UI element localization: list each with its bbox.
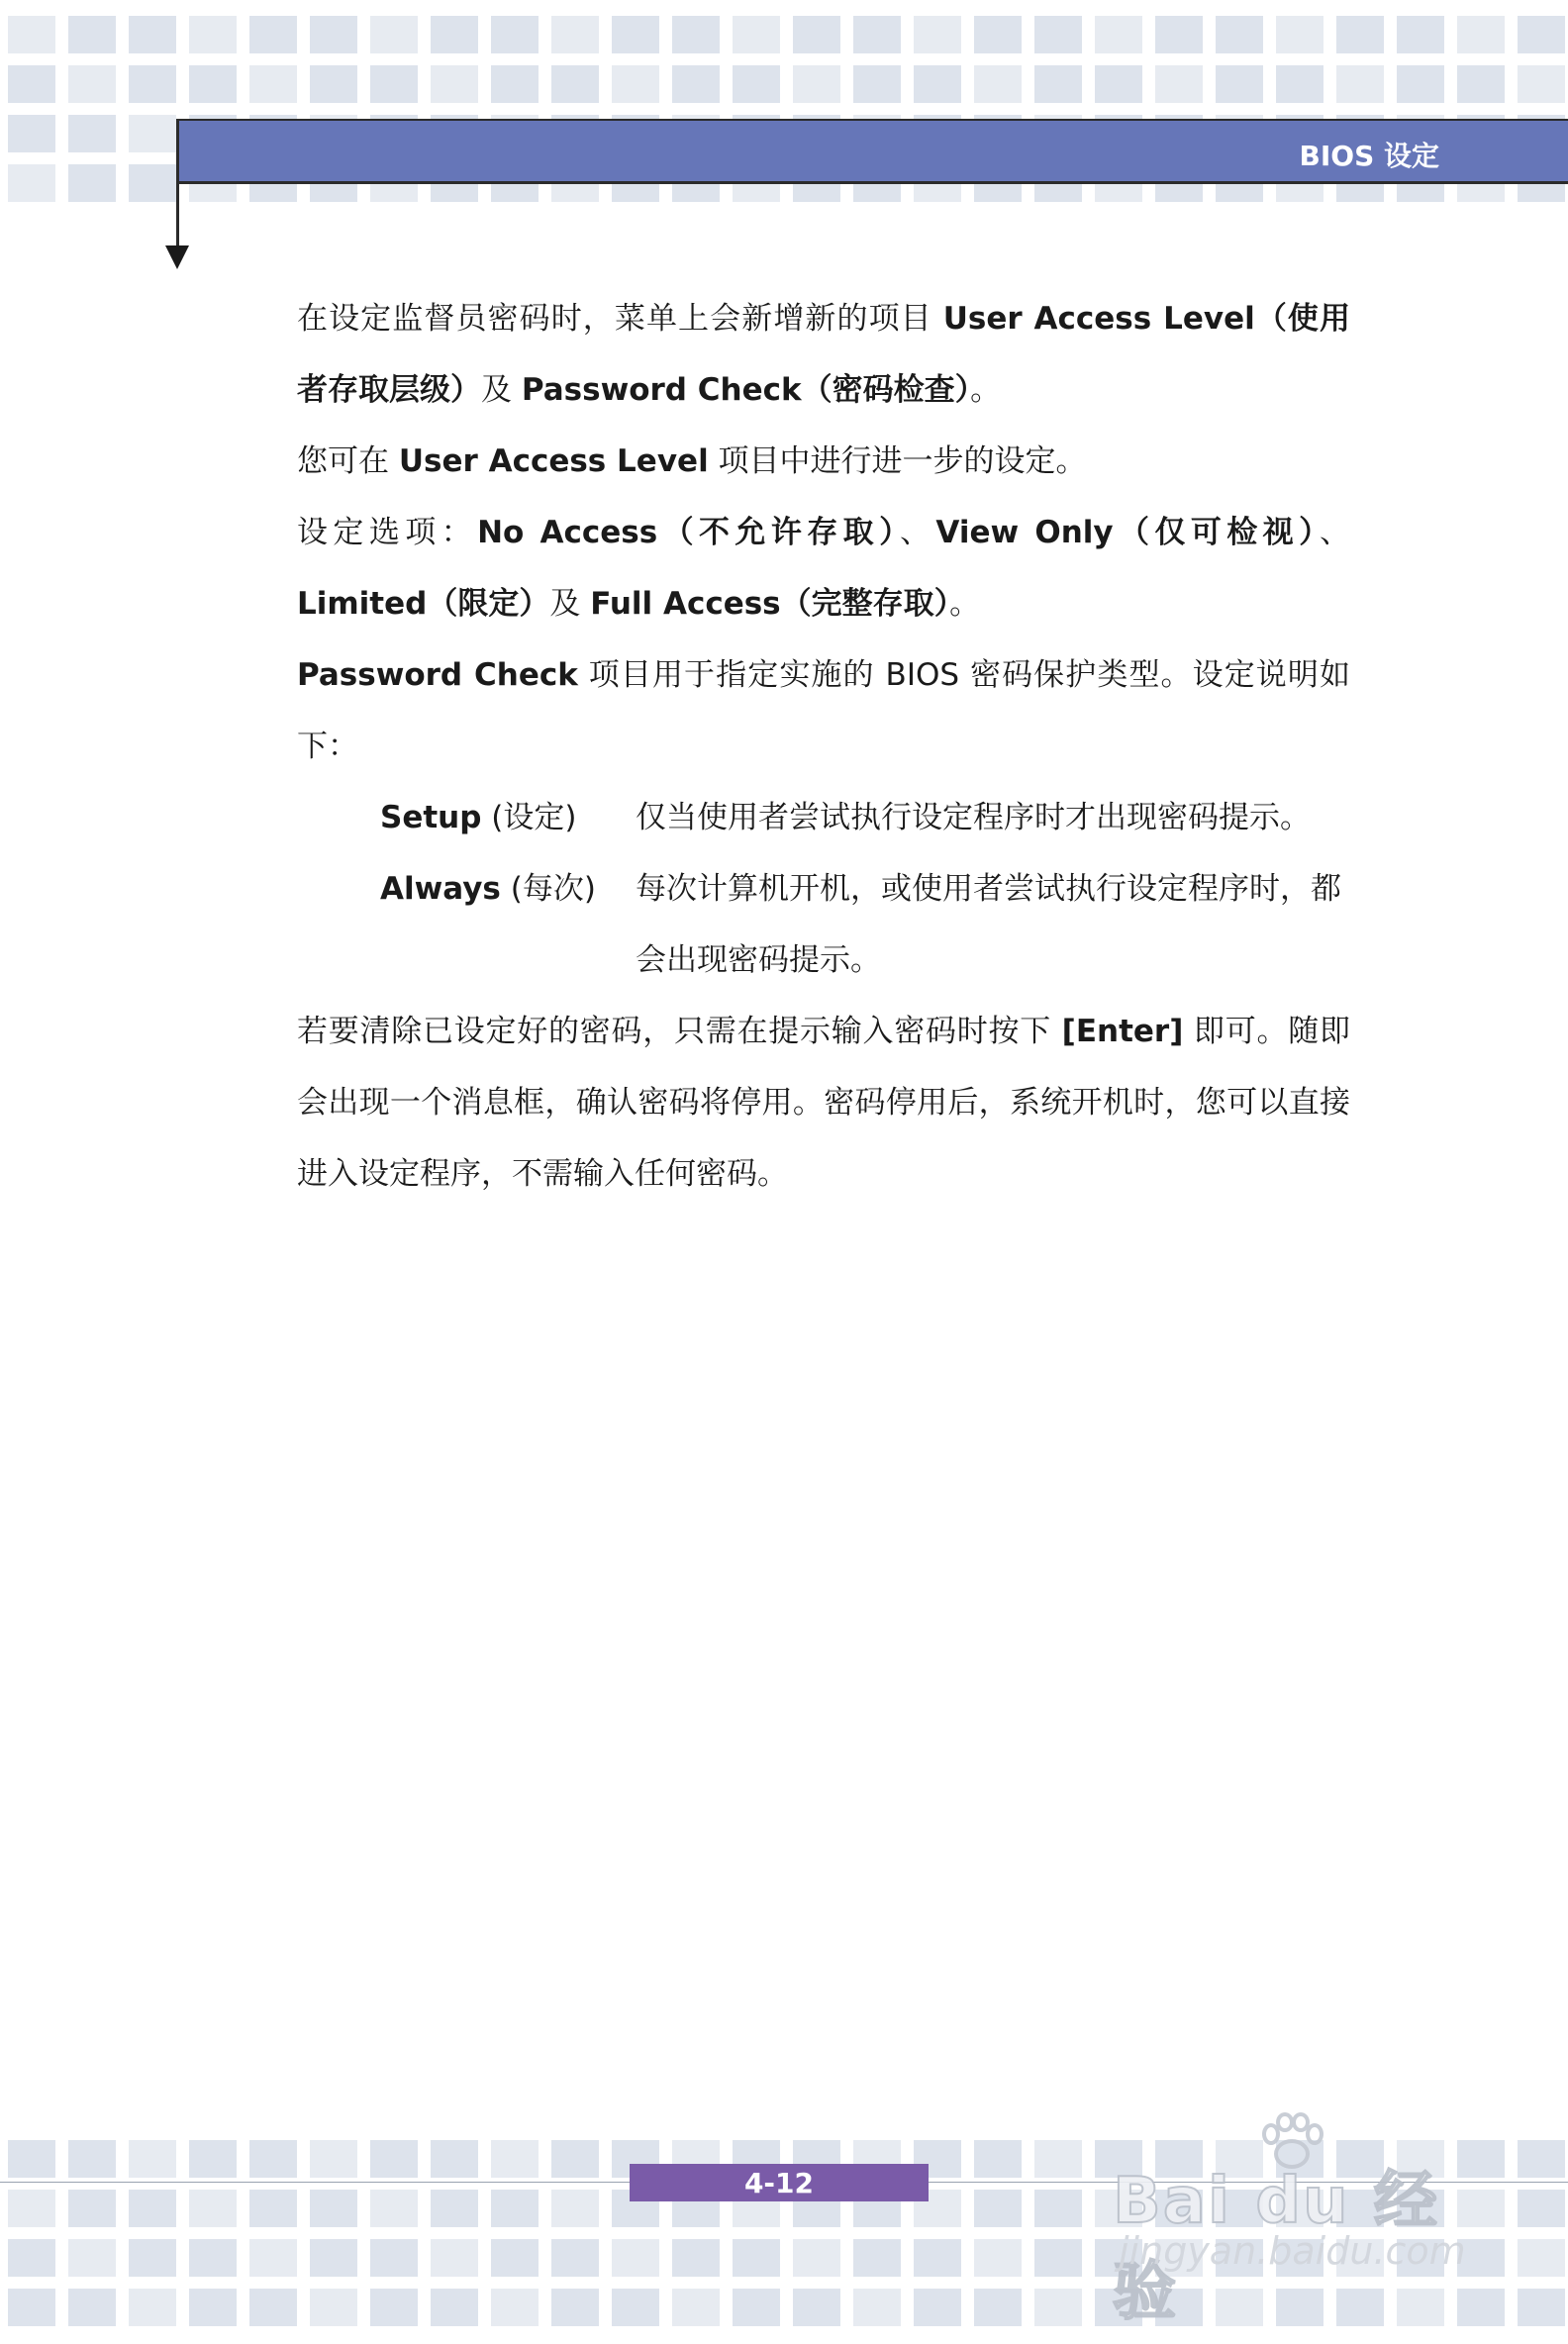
decor-square [370,2289,418,2326]
decor-square [551,2239,599,2277]
decor-square [129,2140,176,2178]
decor-square [8,164,55,202]
paragraph-3 [297,497,1350,639]
decor-square [612,2289,659,2326]
decor-square [310,65,357,103]
option-key [297,782,636,853]
decor-square [1336,16,1384,53]
decor-square [914,65,961,103]
decor-square [370,65,418,103]
paragraph-5 [297,996,1350,1210]
decor-square [1397,16,1444,53]
decor-square [8,2289,55,2326]
option-gloss: (每次) [500,871,596,907]
decor-square [914,16,961,53]
decor-square [310,16,357,53]
term-gloss: （密码检查） [801,372,971,408]
decor-square [1457,16,1505,53]
decor-square [974,2190,1022,2227]
decor-square [491,2140,539,2178]
decor-square [974,2140,1022,2178]
watermark-brand: Bai du 经验 [1113,2165,1439,2329]
decor-square [370,2140,418,2178]
term-gloss: （使用者存取层级） [297,301,1350,408]
decor-square [129,2289,176,2326]
term-user-access-level: User Access Level [942,301,1255,337]
term-password-check: Password Check [297,657,578,693]
option-row-setup [297,782,1350,853]
decor-square [1518,2289,1565,2326]
decor-square [612,65,659,103]
decor-square [249,2190,297,2227]
decor-square [672,65,720,103]
term-limited: Limited [297,586,428,622]
decor-square [551,2140,599,2178]
option-description: 仅当使用者尝试执行设定程序时才出现密码提示。 [636,800,1311,835]
text-span: 及 [549,586,591,622]
decor-square [733,16,780,53]
decor-square [431,16,478,53]
decor-square [1276,65,1323,103]
header-vertical-line [176,119,179,247]
decor-square [431,2190,478,2227]
decor-square [1095,65,1142,103]
decor-square [914,2289,961,2326]
decor-square [310,2190,357,2227]
decor-square [189,2140,237,2178]
decor-square [491,2190,539,2227]
term-no-access: No Access [477,515,658,550]
decor-square [974,65,1022,103]
decor-square [1518,65,1565,103]
decor-square [1336,65,1384,103]
decor-square [8,115,55,152]
decor-square [1034,2140,1082,2178]
decor-square [310,2239,357,2277]
option-name: Setup [380,800,482,835]
decor-square [1276,16,1323,53]
decor-square [1397,65,1444,103]
decor-square [129,164,176,202]
decor-square [1034,16,1082,53]
term-gloss: （限定） [427,586,550,622]
decor-square [189,2190,237,2227]
watermark-url: jingyan.baidu.com [1119,2229,1466,2273]
decor-square [189,65,237,103]
decor-square [431,65,478,103]
decor-square [249,65,297,103]
decor-square [68,65,116,103]
decor-square [1155,16,1203,53]
decor-square [1216,65,1263,103]
text-span: 项目中进行进一步的设定。 [708,443,1087,479]
document-body [297,283,1350,1210]
decor-square [8,65,55,103]
decor-square [1457,65,1505,103]
decor-square [491,16,539,53]
decor-square [68,164,116,202]
text-span: 、 [1320,515,1351,550]
decor-square [853,16,901,53]
decor-square [491,2239,539,2277]
decor-square [68,2289,116,2326]
term-enter-key: [Enter] [1061,1014,1184,1049]
decor-square [733,2239,780,2277]
decor-square [1034,2190,1082,2227]
decor-square [129,16,176,53]
decor-square [68,2239,116,2277]
term-gloss: （完整存取） [780,586,950,622]
option-description: 每次计算机开机，或使用者尝试执行设定程序时，都会出现密码提示。 [636,871,1341,978]
decor-square [914,2239,961,2277]
decor-square [370,2190,418,2227]
text-span: 密码保护类型。设定说明如下： [297,657,1350,764]
decor-square [551,65,599,103]
decor-square [672,16,720,53]
decor-square [793,65,840,103]
option-gloss: (设定) [481,800,577,835]
decor-square [310,2289,357,2326]
decor-square [1034,65,1082,103]
decor-square [1034,2289,1082,2326]
decor-square [8,2140,55,2178]
decor-square [793,16,840,53]
text-span: 在设定监督员密码时，菜单上会新增新的项目 [297,301,943,337]
decor-square [249,2239,297,2277]
decor-square [1518,2190,1565,2227]
decor-square [129,2239,176,2277]
decor-square [1034,2239,1082,2277]
decor-square [310,2140,357,2178]
term-bios: BIOS [885,657,960,693]
decor-square [733,65,780,103]
decor-square [249,2289,297,2326]
decor-square [1095,16,1142,53]
decor-square [551,16,599,53]
text-span: 即可。随即会出现一个消息框，确认密码将停用。密码停用后，系统开机时，您可以直接进入设定程序，不需输入任何密码。 [297,1014,1350,1192]
decor-square [1518,2239,1565,2277]
decor-square [68,2190,116,2227]
down-arrow-icon [165,245,189,269]
decor-square [431,2239,478,2277]
option-row-always [297,853,1350,996]
decor-square [189,16,237,53]
decor-square [793,2239,840,2277]
decor-square [1155,65,1203,103]
term-gloss: （仅可检视） [1113,515,1321,550]
text-span: 设定选项： [297,515,478,550]
option-key [297,853,636,996]
decor-square [189,2239,237,2277]
page-header-title: BIOS 设定 [1299,140,1439,172]
decor-square [249,16,297,53]
decor-square [68,2140,116,2178]
text-span: 。 [970,372,1002,408]
text-span: 及 [481,372,522,408]
term-password-check: Password Check [521,372,802,408]
text-span: 。 [949,586,981,622]
decor-square [491,2289,539,2326]
decor-square [129,115,176,152]
decor-square [974,2239,1022,2277]
decor-square [853,2289,901,2326]
option-name: Always [380,871,501,907]
text-span: 项目用于指定实施的 [577,657,886,693]
decor-square [853,2239,901,2277]
decor-square [612,16,659,53]
decor-square [491,65,539,103]
text-span: 您可在 [297,443,399,479]
page-number: 4-12 [743,2166,815,2199]
decor-square [974,2289,1022,2326]
decor-square [431,2289,478,2326]
text-span: 、 [900,515,936,550]
decor-square [129,65,176,103]
decor-square [1216,16,1263,53]
decor-square [431,2140,478,2178]
decor-square [853,65,901,103]
term-gloss: （不允许存取） [657,515,900,550]
decor-square [1518,2140,1565,2178]
paragraph-2 [297,426,1350,497]
paragraph-1 [297,283,1350,426]
decor-square [974,16,1022,53]
baidu-watermark [1109,2108,1485,2329]
decor-square [733,2289,780,2326]
decor-square [1518,16,1565,53]
term-view-only: View Only [935,515,1114,550]
decor-square [793,2289,840,2326]
decor-square [8,2239,55,2277]
header-bar [176,119,1568,184]
term-user-access-level: User Access Level [398,443,709,479]
decor-square [551,2190,599,2227]
paragraph-4 [297,639,1350,782]
decor-square [672,2289,720,2326]
decor-square [672,2239,720,2277]
decor-square [249,2140,297,2178]
decor-square [8,2190,55,2227]
decor-square [370,2239,418,2277]
term-full-access: Full Access [590,586,781,622]
decor-square [68,16,116,53]
page-number-bar [630,2164,929,2201]
text-span: 若要清除已设定好的密码，只需在提示输入密码时按下 [297,1014,1062,1049]
decor-square [612,2239,659,2277]
decor-square [189,2289,237,2326]
decor-square [551,2289,599,2326]
decor-square [8,16,55,53]
decor-square [129,2190,176,2227]
decor-square [370,16,418,53]
decor-square [68,115,116,152]
